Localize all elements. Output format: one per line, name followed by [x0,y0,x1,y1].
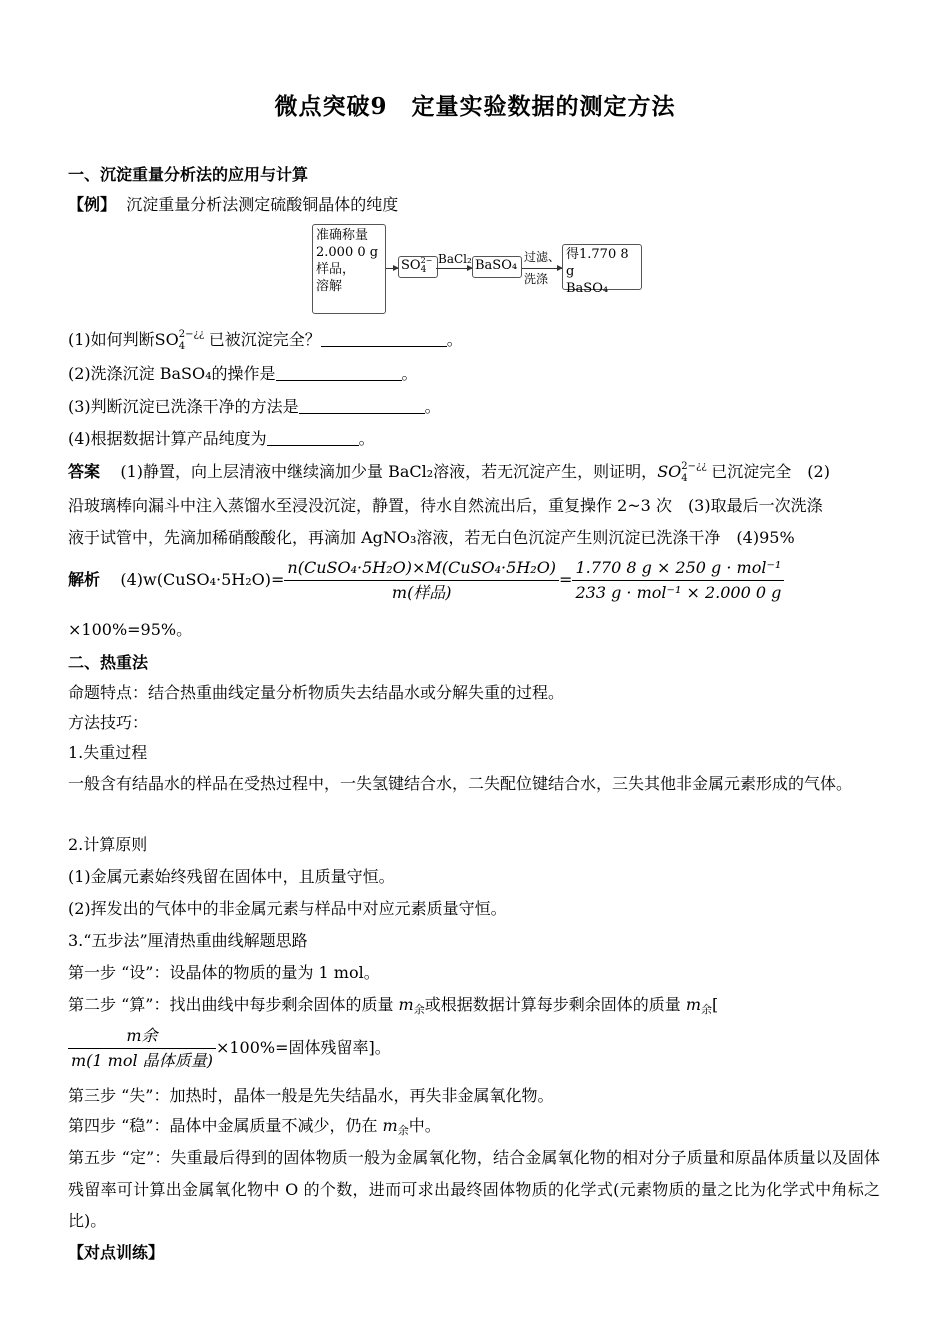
m-symbol: m [382,1116,398,1135]
step-4-text-a: 第四步 “稳”：晶体中金属质量不减少，仍在 [68,1116,378,1135]
flow-box-sample-line: 样品， [316,262,356,277]
sulfate-subscript: 4 [178,341,186,352]
answer-blank-1[interactable] [321,331,447,347]
flow-box-sample-line: 溶解 [316,279,343,294]
question-2 [68,364,418,384]
analysis-line [68,556,784,605]
arrow-label-wash: 洗涤 [524,272,549,286]
sulfate-chem: SO [657,462,682,481]
flow-box-sample-line: 准确称量 [316,228,369,243]
point-1-title: 1.失重过程 [68,743,148,762]
fraction-numerator: n(CuSO₄·5H₂O)×M(CuSO₄·5H₂O) [284,556,559,581]
step-1: 第一步 “设”：设晶体的物质的量为 1 mol。 [68,963,380,982]
step-2-bracket: [ [712,995,719,1014]
point-1-text: 一般含有结晶水的样品在受热过程中，一失氢键结合水，二失配位键结合水，三失其他非金属元素形成的气体。 [68,774,853,793]
sulfate-chem: SO [154,330,179,349]
flow-box-sample [312,224,386,314]
step-2-text-a: 第二步 “算”：找出曲线中每步剩余固体的质量 [68,995,394,1014]
fraction-purity-values [572,556,784,605]
question-2-text: (2)洗涤沉淀 BaSO₄的操作是 [68,364,276,383]
question-1-pre: (1)如何判断 [68,330,155,349]
flow-diagram [312,224,642,314]
fraction-denominator: m(样品) [391,583,452,602]
flow-arrow-0 [386,268,398,269]
flow-arrow-1 [436,268,472,269]
training-heading: 【对点训练】 [68,1243,165,1262]
fraction-numerator: 1.770 8 g × 250 g · mol⁻¹ [572,556,784,581]
fraction-purity-formula [284,556,559,605]
question-end: 。 [401,364,418,383]
example-text: 沉淀重量分析法测定硫酸铜晶体的纯度 [126,195,399,214]
step-2-line [68,995,718,1020]
m-subscript: 余 [413,1003,425,1016]
step-2-text-b: 或根据数据计算每步剩余固体的质量 [424,995,681,1014]
question-end: 。 [424,397,441,416]
flow-box-result [562,244,642,296]
answer-line-2: 沿玻璃棒向漏斗中注入蒸馏水至浸没沉淀，静置，待水自然流出后，重复操作 2~3 次 (3)取最后一次洗涤 [68,496,823,515]
sulfate-charge: 2−¿¿ [178,329,205,340]
question-1 [68,330,463,350]
answer-line-1 [68,462,830,482]
question-3-text: (3)判断沉淀已洗涤干净的方法是 [68,397,299,416]
method-line: 方法技巧： [68,713,149,732]
question-4-text: (4)根据数据计算产品纯度为 [68,429,267,448]
flow-arrow-2 [522,268,562,269]
answer-blank-4[interactable] [267,430,359,446]
point-2-item-2: (2)挥发出的气体中的非金属元素与样品中对应元素质量守恒。 [68,899,507,918]
flow-box-sample-line: 2.000 0 g [316,245,379,260]
fraction-numerator: m余 [68,1024,216,1049]
fraction-denominator: 233 g · mol⁻¹ × 2.000 0 g [575,583,782,602]
answer-line-3: 液于试管中，先滴加稀硝酸酸化，再滴加 AgNO₃溶液，若无白色沉淀产生则沉淀已洗涤干净 (4)95% [68,528,795,547]
sulfate-charge: 2−¿¿ [681,461,707,472]
equals-sign: = [559,570,573,589]
step-2-tail: ×100%=固体残留率]。 [215,1038,391,1057]
point-2-title: 2.计算原则 [68,835,148,854]
page-title: 微点突破9 定量实验数据的测定方法 [274,93,676,120]
analysis-label: 解析 [68,570,101,589]
fraction-residue-rate [68,1024,216,1073]
point-2-item-1: (1)金属元素始终残留在固体中，且质量守恒。 [68,867,395,886]
step-2-fraction-line [68,1024,391,1073]
section1-heading: 一、沉淀重量分析法的应用与计算 [68,165,309,184]
m-symbol: m [398,995,414,1014]
example-line [68,195,398,215]
arrow-label-filter: 过滤、 [524,250,561,264]
fraction-denominator: m(1 mol 晶体质量) [71,1051,213,1070]
feature-line: 命题特点：结合热重曲线定量分析物质失去结晶水或分解失重的过程。 [68,683,565,702]
sulfate-subscript: 4 [420,265,427,275]
analysis-prefix: (4)w(CuSO₄·5H₂O)= [120,570,285,589]
example-tag: 【例】 [68,195,117,214]
step-3: 第三步 “失”：加热时，晶体一般是先失结晶水，再失非金属氧化物。 [68,1086,554,1105]
flow-box-result-line: 得1.770 8 g [566,247,629,279]
m-symbol: m [685,995,701,1014]
sulfate-charge: 2− [420,256,433,265]
answer-blank-2[interactable] [276,365,402,381]
m-subscript: 余 [701,1003,712,1016]
question-3 [68,397,441,417]
flow-box-sulfate [398,256,438,278]
answer-text-1b: 已沉淀完全 (2) [711,462,830,481]
flow-box-baso4: BaSO₄ [472,256,522,278]
flow-box-result-line: BaSO₄ [566,281,609,296]
arrow-label-bacl2: BaCl₂ [438,252,472,266]
step-4-text-b: 中。 [408,1116,441,1135]
sulfate-subscript: 4 [681,473,688,484]
question-end: 。 [446,330,463,349]
section2-heading: 二、热重法 [68,653,149,672]
step-5: 第五步 “定”：失重最后得到的固体物质一般为金属氧化物，结合金属氧化物的相对分子质量和原晶体质量以及固体残留率可计算出金属氧化物中 O 的个数，进而可求出最终固体物质的化学式(元素物质的量之比为化学式中角标之比)。 [68,1148,880,1230]
sulfate-text: SO [401,258,421,273]
m-subscript: 余 [397,1124,409,1137]
question-4 [68,429,375,449]
question-end: 。 [358,429,375,448]
step-4-line [68,1116,441,1141]
answer-label: 答案 [68,462,101,481]
analysis-tail: ×100%=95%。 [68,620,193,639]
answer-text-1a: (1)静置，向上层清液中继续滴加少量 BaCl₂溶液，若无沉淀产生，则证明， [120,462,658,481]
answer-blank-3[interactable] [299,398,425,414]
point-3-title: 3.“五步法”厘清热重曲线解题思路 [68,931,308,950]
question-1-post: 已被沉淀完全？ [208,330,321,349]
